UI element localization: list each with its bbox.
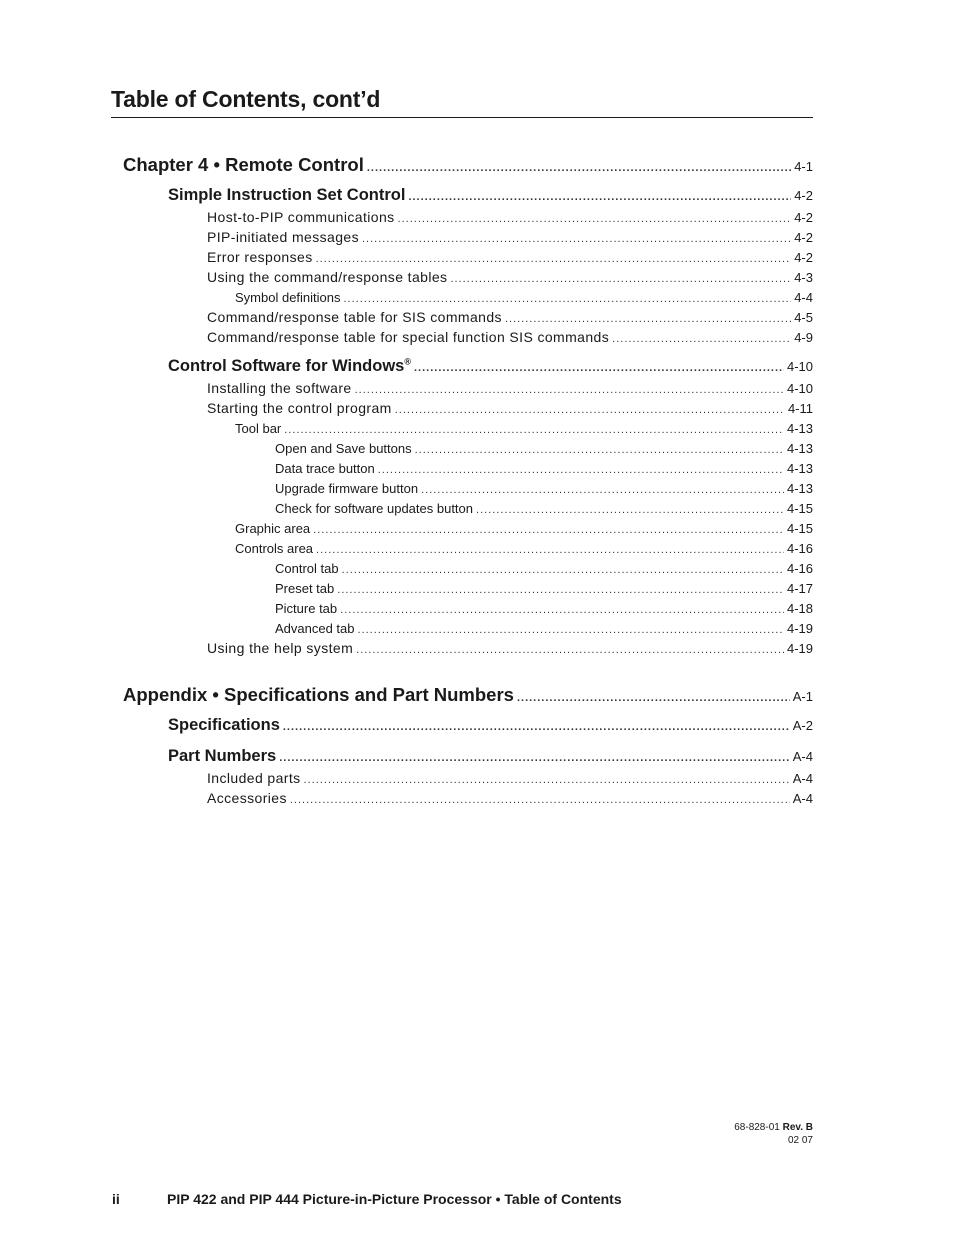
toc-entry-label: PIP-initiated messages [207,229,359,245]
toc-entry-label: Symbol definitions [235,290,341,305]
toc-entry-specifications[interactable] [168,716,813,735]
toc-page-number: 4-13 [786,481,813,496]
dot-leader [421,484,784,496]
dot-leader [340,604,784,616]
dot-leader [337,584,784,596]
toc-entry-label: Host-to-PIP communications [207,209,395,225]
toc-entry-simple-instruction-set-control[interactable] [168,186,813,205]
toc-page-number: 4-4 [794,290,813,305]
toc-entry-label: Simple Instruction Set Control [168,186,406,204]
dot-leader [344,293,792,305]
toc-entry-check-for-software-updates-button[interactable] [275,501,813,516]
toc-page-number: 4-9 [794,330,813,345]
toc-page-number: 4-2 [794,188,813,203]
toc-entry-label: Appendix • Specifications and Part Numbers [123,684,514,705]
toc-page-number: 4-16 [786,541,813,556]
toc-entry-label [168,357,411,376]
dot-leader [356,644,784,656]
toc-entry-label: Part Numbers [168,747,277,765]
toc-entry-label: Graphic area [235,521,311,536]
dot-leader [398,213,792,225]
dot-leader [358,624,784,636]
dot-leader [612,333,791,345]
dot-leader [476,504,784,516]
toc-entry-label: Open and Save buttons [275,441,412,456]
toc-page-number: 4-16 [786,561,813,576]
toc-entry-label: Check for software updates button [275,501,474,516]
toc-entry-pip-initiated-messages[interactable] [207,229,813,245]
toc-page-number: 4-3 [794,270,813,285]
toc-entry-label: Installing the software [207,380,352,396]
toc-entry-installing-the-software[interactable] [207,380,813,396]
toc-entry-label: Controls area [235,541,314,556]
dot-leader [342,564,784,576]
document-number [734,1121,813,1147]
toc-entry-preset-tab[interactable] [275,581,813,596]
toc-page-number: 4-1 [794,159,813,174]
dot-leader [395,404,785,416]
title-rule [111,117,813,118]
toc-entry-label: Upgrade firmware button [275,481,419,496]
dot-leader [313,524,784,536]
dot-leader [450,273,791,285]
toc-entry-label: Chapter 4 • Remote Control [123,154,364,175]
dot-leader [284,424,784,436]
document-date: 02 07 [787,1135,813,1146]
toc-entry-label: Starting the control program [207,400,392,416]
dot-leader [415,444,784,456]
toc-entry-appendix[interactable] [123,684,813,706]
toc-entry-command-response-table-special-sis[interactable] [207,329,813,345]
toc-entry-label: Picture tab [275,601,338,616]
dot-leader [283,721,790,733]
dot-leader [355,384,784,396]
toc-page-number: A-2 [792,718,813,733]
dot-leader [290,794,790,806]
toc-entry-using-the-help-system[interactable] [207,640,813,656]
toc-entry-label: Tool bar [235,421,282,436]
dot-leader [505,313,791,325]
dot-leader [279,752,790,764]
toc-entry-host-to-pip-communications[interactable] [207,209,813,225]
toc-page-number: 4-5 [794,310,813,325]
toc-entry-error-responses[interactable] [207,249,813,265]
toc-page-number: A-1 [792,689,813,704]
toc-entry-chapter-4[interactable] [123,154,813,176]
toc-page-number: 4-2 [794,250,813,265]
toc-page-number: A-4 [792,771,813,786]
toc-entry-tool-bar[interactable] [235,421,813,436]
footer-title: PIP 422 and PIP 444 Picture-in-Picture Processor • Table of Contents [167,1191,622,1207]
toc-page-number: A-4 [792,749,813,764]
toc-page-number: 4-19 [786,621,813,636]
dot-leader [408,191,791,203]
toc-entry-included-parts[interactable] [207,770,813,786]
toc-entry-using-command-response-tables[interactable] [207,269,813,285]
footer-page-number: ii [112,1191,120,1207]
toc-entry-data-trace-button[interactable] [275,461,813,476]
dot-leader [414,362,784,374]
toc-page-number: 4-15 [786,521,813,536]
toc-entry-label: Command/response table for SIS commands [207,309,502,325]
toc-entry-label: Using the help system [207,640,354,656]
dot-leader [367,162,791,174]
toc-entry-upgrade-firmware-button[interactable] [275,481,813,496]
dot-leader [362,233,791,245]
toc-entry-label: Advanced tab [275,621,355,636]
toc-entry-label: Control tab [275,561,339,576]
toc-entry-label: Error responses [207,249,313,265]
toc-page-number: 4-11 [787,401,813,416]
toc-page-number: 4-17 [786,581,813,596]
toc-page-number: 4-13 [786,441,813,456]
toc-entry-label-text: Control Software for Windows [168,357,405,375]
toc-entry-label: Accessories [207,790,287,806]
dot-leader [316,253,792,265]
dot-leader [517,692,790,704]
toc-entry-command-response-table-sis[interactable] [207,309,813,325]
toc-page-number: 4-2 [794,230,813,245]
document-number-value: 68-828-01 [734,1122,780,1133]
toc-entry-symbol-definitions[interactable] [235,290,813,305]
document-revision: Rev. B [782,1122,813,1133]
toc-entry-open-and-save-buttons[interactable] [275,441,813,456]
toc-entry-label: Data trace button [275,461,375,476]
toc-page-number: 4-13 [786,421,813,436]
toc-entry-controls-area[interactable] [235,541,813,556]
toc-entry-picture-tab[interactable] [275,601,813,616]
toc-page-number: 4-10 [786,359,813,374]
toc-page-number: 4-15 [786,501,813,516]
toc-page-number: 4-10 [786,381,813,396]
toc-page-number: 4-19 [786,641,813,656]
dot-leader [378,464,784,476]
toc-entry-accessories[interactable] [207,790,813,806]
toc-page-number: 4-18 [786,601,813,616]
document-number-line [734,1121,813,1134]
toc-page-number: 4-13 [786,461,813,476]
toc-entry-part-numbers[interactable] [168,747,813,766]
toc-entry-label: Command/response table for special function SIS commands [207,329,610,345]
toc-page-number: 4-2 [794,210,813,225]
toc-entry-label: Included parts [207,770,301,786]
toc-entry-starting-the-control-program[interactable] [207,400,813,416]
toc-page-number: A-4 [792,791,813,806]
dot-leader [304,774,790,786]
dot-leader [316,544,784,556]
toc-entry-advanced-tab[interactable] [275,621,813,636]
toc-entry-label: Specifications [168,716,280,734]
toc-entry-graphic-area[interactable] [235,521,813,536]
registered-mark: ® [404,356,411,367]
toc-entry-control-tab[interactable] [275,561,813,576]
toc-entry-label: Using the command/response tables [207,269,448,285]
toc-entry-label: Preset tab [275,581,335,596]
page-title: Table of Contents, cont’d [111,86,381,112]
toc-entry-control-software-for-windows[interactable] [168,357,813,376]
